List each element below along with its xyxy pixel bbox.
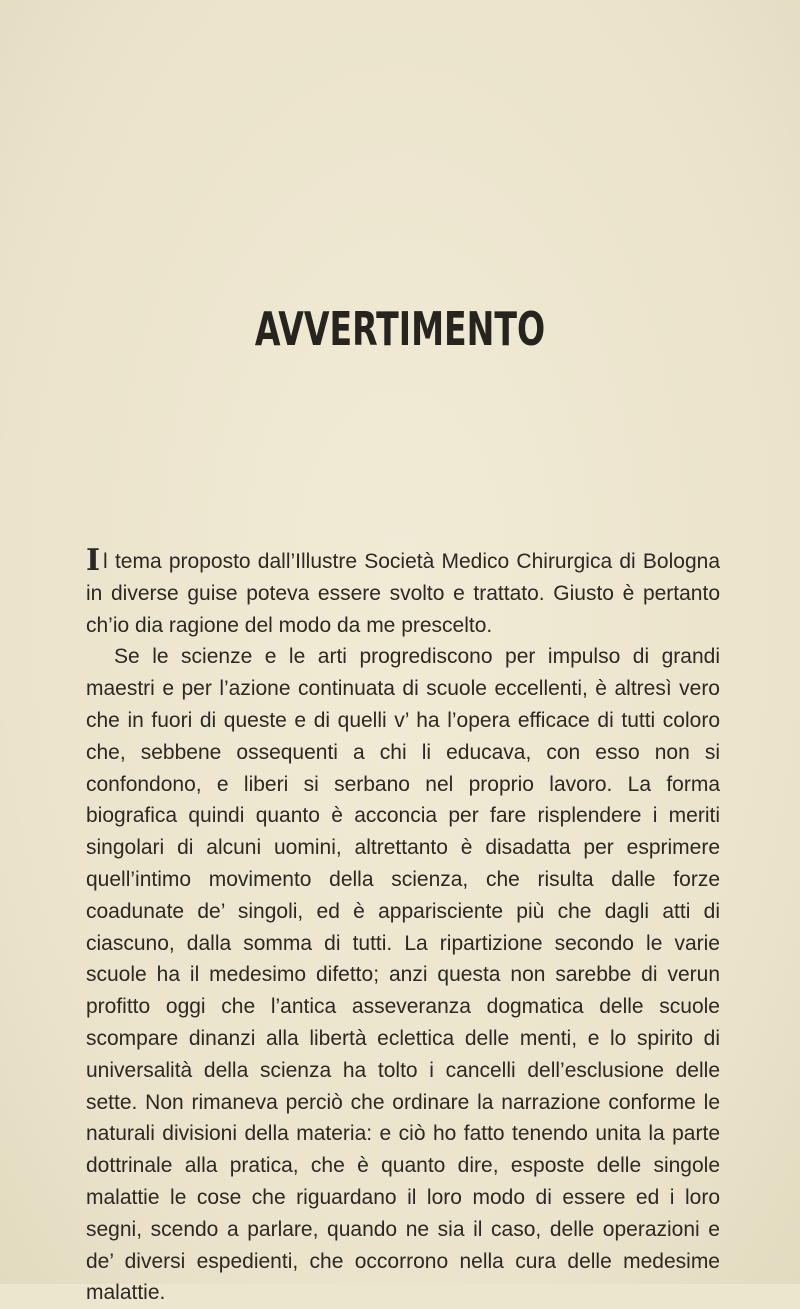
paragraph-1-text: l tema proposto dall’Illustre Società Medico Chirurgica di Bologna in diverse guise poteva essere svolto e trattato. Giusto è pertanto ch’io dia ragione del modo da me prescelto. — [86, 550, 720, 637]
drop-cap: I — [86, 543, 101, 578]
paragraph-2: Se le scienze e le arti progrediscono per impulso di grandi maestri e per l’azione continuata di scuole eccellenti, è altresì vero che in fuori di queste e di quelli v’ ha l’opera efficace di tutti coloro che, sebbene ossequenti a chi li educava, con esso non si confondono, e liberi si serbano nel proprio lavoro. La forma biografica quindi quanto è acconcia per fare risplendere i meriti singolari di alcuni uomini, altrettanto è disadatta per esprimere quell’intimo movimento della scienza, che risulta dalle forze coadunate de’ singoli, ed è apparisciente più che dagli atti di ciascuno, dalla somma di tutti. La ripartizione secondo le varie scuole ha il medesimo difetto; anzi questa non sarebbe di verun profitto oggi che l’antica asseveranza dogmatica delle scuole scompare dinanzi alla libertà eclettica delle menti, e lo spirito di universalità della scienza ha tolto i cancelli dell’esclusione delle sette. Non rimaneva perciò che ordinare la narrazione conforme le naturali divisioni della materia: e ciò ho fatto tenendo unita la parte dottrinale alla pratica, che è quanto dire, esposte delle singole malattie le cose che riguardano il loro modo di essere ed i loro segni, scendo a parlare, quando ne sia il caso, delle operazioni e de’ diversi espedienti, che occorrono nella cura delle medesime malattie. — [86, 645, 720, 1305]
page-title: AVVERTIMENTO — [254, 302, 546, 356]
body-text — [86, 543, 720, 1309]
paragraph-1 — [86, 543, 720, 641]
